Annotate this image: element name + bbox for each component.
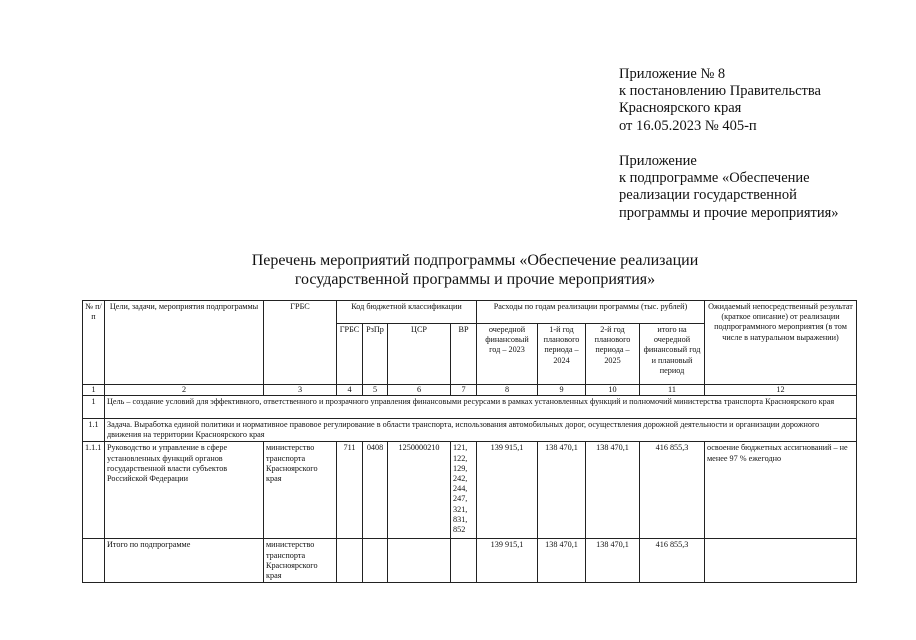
item-num: 1.1.1 — [83, 442, 105, 539]
header-num: № п/п — [83, 301, 105, 385]
column-number: 4 — [337, 385, 363, 396]
header-exp-total: итого на очередной финансовый год и плановый период — [640, 324, 705, 385]
appendix-sub-line: реализации государственной — [619, 187, 797, 204]
item-vr-code: 244, — [453, 484, 468, 494]
column-number-row — [83, 385, 857, 396]
task-row — [83, 419, 857, 442]
column-number: 12 — [705, 385, 857, 396]
document-title — [200, 252, 750, 289]
document-title-line: Перечень мероприятий подпрограммы «Обеспечение реализации — [251, 252, 699, 269]
item-rzpr: 0408 — [363, 442, 388, 539]
column-number: 5 — [363, 385, 388, 396]
total-exp-year1: 138 470,1 — [538, 539, 586, 583]
header-budget-code: Код бюджетной классификации — [337, 301, 477, 324]
item-vr-code: 852 — [453, 525, 466, 535]
column-number: 8 — [477, 385, 538, 396]
total-num-empty — [83, 539, 105, 583]
task-text: Задача. Выработка единой политики и нормативное правовое регулирование в области транспорта, использования автомобильных дорог, осуществления дорожной деятельности и организации дорожного движения на территории Красноярского края — [105, 419, 857, 442]
item-vr-code: 129, — [453, 463, 468, 473]
item-exp-year1: 138 470,1 — [538, 442, 586, 539]
goal-text: Цель – создание условий для эффективного, ответственного и прозрачного управления финансовыми ресурсами в рамках установленных функций и полномочий министерства транспорта Красноярского края — [105, 396, 857, 419]
header-code-vr: ВР — [451, 324, 477, 385]
appendix-sub-line: к подпрограмме «Обеспечение — [619, 170, 810, 187]
column-number: 3 — [264, 385, 337, 396]
appendix-main-line: к постановлению Правительства — [619, 83, 821, 100]
item-text: Руководство и управление в сфере установленных функций органов государственной власти субъектов Российской Федерации — [105, 442, 264, 539]
column-number: 1 — [83, 385, 105, 396]
item-row — [83, 442, 857, 539]
item-vr-code: 831, — [453, 514, 468, 524]
appendix-main-line: Приложение № 8 — [619, 66, 726, 82]
total-exp-year2: 138 470,1 — [586, 539, 640, 583]
column-number: 2 — [105, 385, 264, 396]
header-exp-current: очередной финансовый год – 2023 — [477, 324, 538, 385]
goal-num: 1 — [83, 396, 105, 419]
header-goals: Цели, задачи, мероприятия подпрограммы — [105, 301, 264, 385]
appendix-main-line: от 16.05.2023 № 405-п — [619, 117, 757, 134]
header-exp-year1: 1-й год планового периода – 2024 — [538, 324, 586, 385]
total-label: Итого по подпрограмме — [105, 539, 264, 583]
header-code-csr: ЦСР — [388, 324, 451, 385]
item-exp-total: 416 855,3 — [640, 442, 705, 539]
task-num: 1.1 — [83, 419, 105, 442]
item-grbs-name: министерство транспорта Красноярского края — [264, 442, 337, 539]
item-exp-year2: 138 470,1 — [586, 442, 640, 539]
total-row — [83, 539, 857, 583]
item-vr-code: 242, — [453, 474, 468, 484]
appendix-sub-block — [619, 153, 839, 222]
item-vr — [451, 442, 477, 539]
item-vr-code: 247, — [453, 494, 468, 504]
item-vr-code: 121, — [453, 443, 468, 453]
header-expenses: Расходы по годам реализации программы (тыс. рублей) — [477, 301, 705, 324]
appendix-sub-line: Приложение — [619, 153, 697, 169]
document-title-line: государственной программы и прочие мероприятия» — [294, 270, 656, 288]
total-empty-cell — [388, 539, 451, 583]
appendix-sub-line: программы и прочие мероприятия» — [619, 204, 839, 221]
total-exp-current: 139 915,1 — [477, 539, 538, 583]
activities-table — [82, 300, 857, 583]
item-exp-current: 139 915,1 — [477, 442, 538, 539]
column-number: 9 — [538, 385, 586, 396]
item-grbs: 711 — [337, 442, 363, 539]
appendix-main-line: Красноярского края — [619, 100, 742, 117]
header-code-rzpr: РзПр — [363, 324, 388, 385]
total-empty-cell — [451, 539, 477, 583]
header-result: Ожидаемый непосредственный результат (краткое описание) от реализации подпрограммного мероприятия (в том числе в натуральном выражении) — [705, 301, 857, 385]
header-grbs: ГРБС — [264, 301, 337, 385]
total-grbs-name: министерство транспорта Красноярского края — [264, 539, 337, 583]
header-code-grbs: ГРБС — [337, 324, 363, 385]
item-vr-code: 122, — [453, 453, 468, 463]
column-number: 10 — [586, 385, 640, 396]
total-empty-cell — [363, 539, 388, 583]
header-row — [83, 301, 857, 324]
total-empty-cell — [337, 539, 363, 583]
total-exp-total: 416 855,3 — [640, 539, 705, 583]
item-result: освоение бюджетных ассигнований – не менее 97 % ежегодно — [705, 442, 857, 539]
header-exp-year2: 2-й год планового периода – 2025 — [586, 324, 640, 385]
column-number: 11 — [640, 385, 705, 396]
column-number: 6 — [388, 385, 451, 396]
column-number: 7 — [451, 385, 477, 396]
goal-row — [83, 396, 857, 419]
appendix-main-block — [619, 66, 821, 135]
item-csr: 1250000210 — [388, 442, 451, 539]
item-vr-code: 321, — [453, 504, 468, 514]
total-result-empty — [705, 539, 857, 583]
